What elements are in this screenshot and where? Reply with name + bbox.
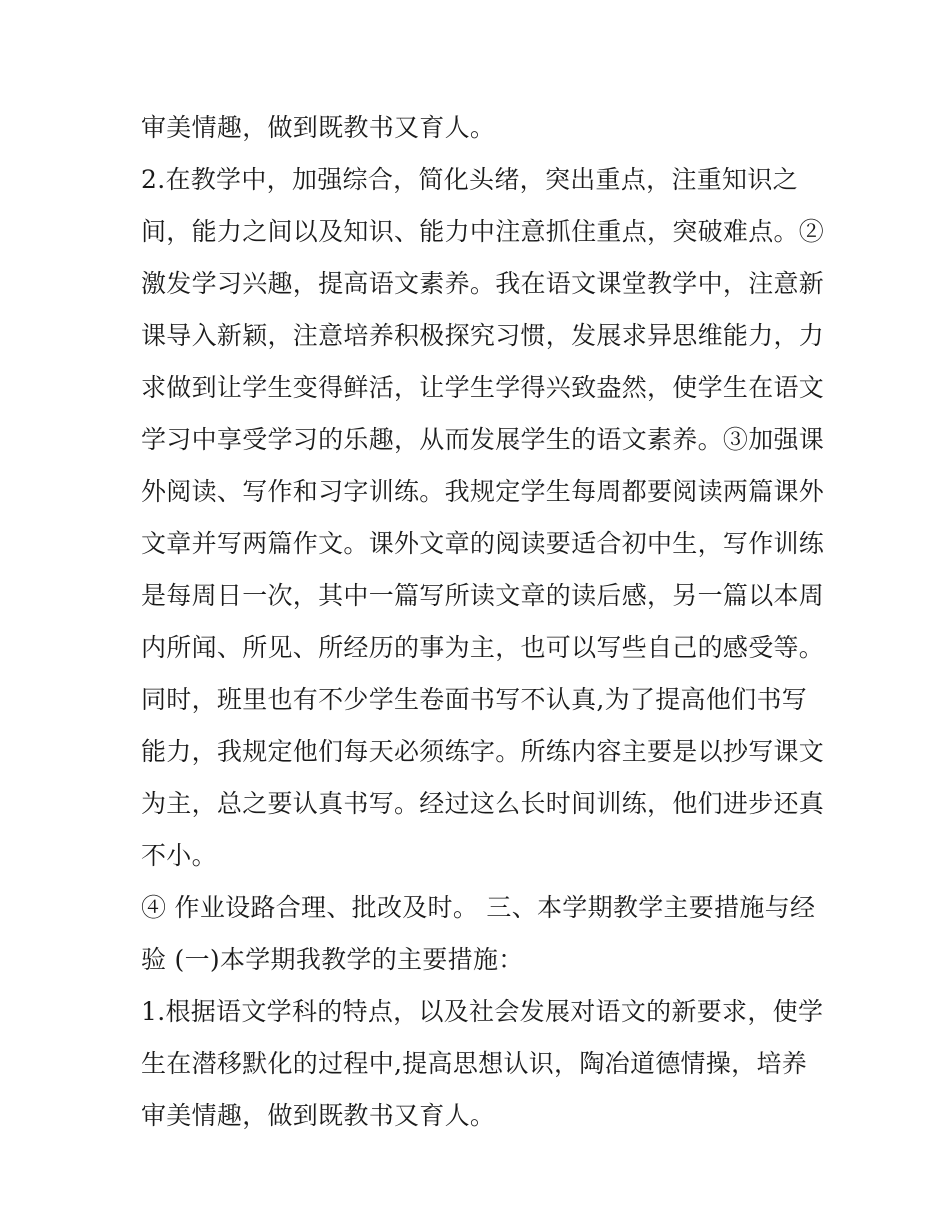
text-line: 同时，班里也有不少学生卷面书写不认真,为了提高他们书写	[141, 685, 808, 714]
text-line: 生在潜移默化的过程中,提高思想认识，陶冶道德情操，培养	[141, 1049, 808, 1078]
text-line: 能力，我规定他们每天必须练字。所练内容主要是以抄写课文	[141, 737, 825, 766]
text-line: 文章并写两篇作文。课外文章的阅读要适合初中生，写作训练	[141, 529, 825, 558]
text-line: 激发学习兴趣，提高语文素养。我在语文课堂教学中，注意新	[141, 269, 825, 298]
text-line: 为主，总之要认真书写。经过这么长时间训练，他们进步还真	[141, 789, 825, 818]
text-line: 审美情趣，做到既教书又育人。	[141, 113, 496, 142]
text-line: 2.在教学中，加强综合，简化头绪，突出重点，注重知识之	[141, 165, 798, 194]
text-line: 外阅读、写作和习字训练。我规定学生每周都要阅读两篇课外	[141, 477, 825, 506]
text-line: 学习中享受学习的乐趣，从而发展学生的语文素养。③加强课	[141, 425, 825, 454]
text-line: 课导入新颖，注意培养积极探究习惯，发展求异思维能力，力	[141, 321, 825, 350]
text-line: 1.根据语文学科的特点，以及社会发展对语文的新要求，使学	[141, 997, 824, 1026]
text-line: 是每周日一次，其中一篇写所读文章的读后感，另一篇以本周	[141, 581, 825, 610]
text-line: 求做到让学生变得鲜活，让学生学得兴致盎然，使学生在语文	[141, 373, 825, 402]
text-line: 不小。	[141, 841, 217, 870]
text-line: 审美情趣，做到既教书又育人。	[141, 1101, 496, 1130]
text-line: 验 (一)本学期我教学的主要措施：	[141, 945, 524, 974]
text-line: ④ 作业设路合理、批改及时。 三、本学期教学主要措施与经	[141, 893, 816, 922]
text-line: 内所闻、所见、所经历的事为主，也可以写些自己的感受等。	[141, 633, 825, 662]
text-line: 间，能力之间以及知识、能力中注意抓住重点，突破难点。②	[141, 217, 825, 246]
